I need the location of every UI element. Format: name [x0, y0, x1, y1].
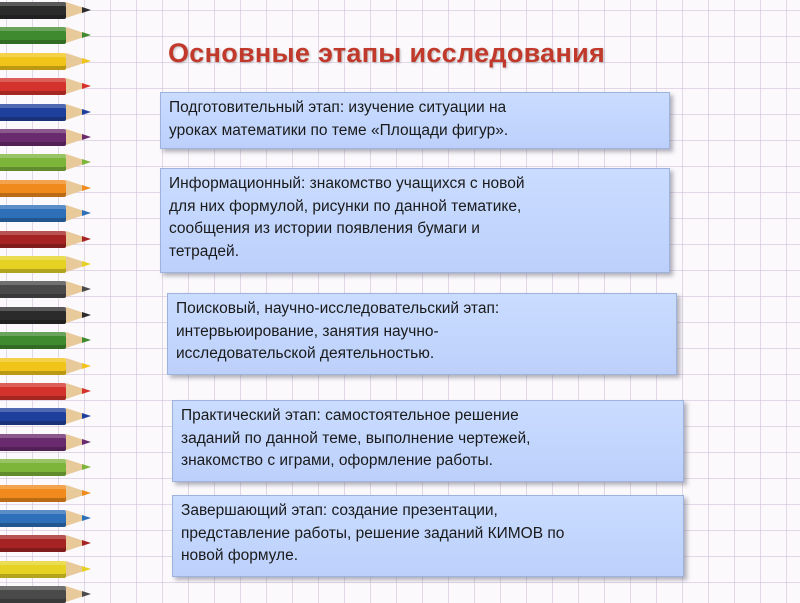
- pencil-icon: [0, 180, 96, 197]
- pencil-icon: [0, 561, 96, 578]
- pencil-icon: [0, 332, 96, 349]
- pencil-icon: [0, 408, 96, 425]
- pencil-icon: [0, 129, 96, 146]
- stage-informational: Информационный: знакомство учащихся с новой для них формулой, рисунки по данной тематике, сообщения из истории появления бумаги и тетрадей.: [160, 168, 670, 273]
- pencil-icon: [0, 231, 96, 248]
- stage-preparatory: Подготовительный этап: изучение ситуации на уроках математики по теме «Площади фигур».: [160, 92, 670, 149]
- slide-title: Основные этапы исследования: [168, 38, 606, 68]
- stage-research: Поисковый, научно-исследовательский этап: интервьюирование, занятия научно- исследовательской деятельностью.: [167, 293, 677, 375]
- pencil-icon: [0, 104, 96, 121]
- pencil-icon: [0, 383, 96, 400]
- pencil-icon: [0, 205, 96, 222]
- pencil-icon: [0, 256, 96, 273]
- pencil-icon: [0, 307, 96, 324]
- pencil-icon: [0, 535, 96, 552]
- pencil-icon: [0, 586, 96, 603]
- pencil-icon: [0, 281, 96, 298]
- pencil-icon: [0, 154, 96, 171]
- pencil-icon: [0, 358, 96, 375]
- pencil-icon: [0, 485, 96, 502]
- pencil-icon: [0, 2, 96, 19]
- pencils-decoration: [0, 0, 100, 600]
- stage-final: Завершающий этап: создание презентации, представление работы, решение заданий КИМОВ по новой формуле.: [172, 495, 684, 577]
- pencil-icon: [0, 78, 96, 95]
- pencil-icon: [0, 53, 96, 70]
- pencil-icon: [0, 459, 96, 476]
- stage-practical: Практический этап: самостоятельное решение заданий по данной теме, выполнение чертежей, знакомство с играми, оформление работы.: [172, 400, 684, 482]
- pencil-icon: [0, 510, 96, 527]
- pencil-icon: [0, 27, 96, 44]
- pencil-icon: [0, 434, 96, 451]
